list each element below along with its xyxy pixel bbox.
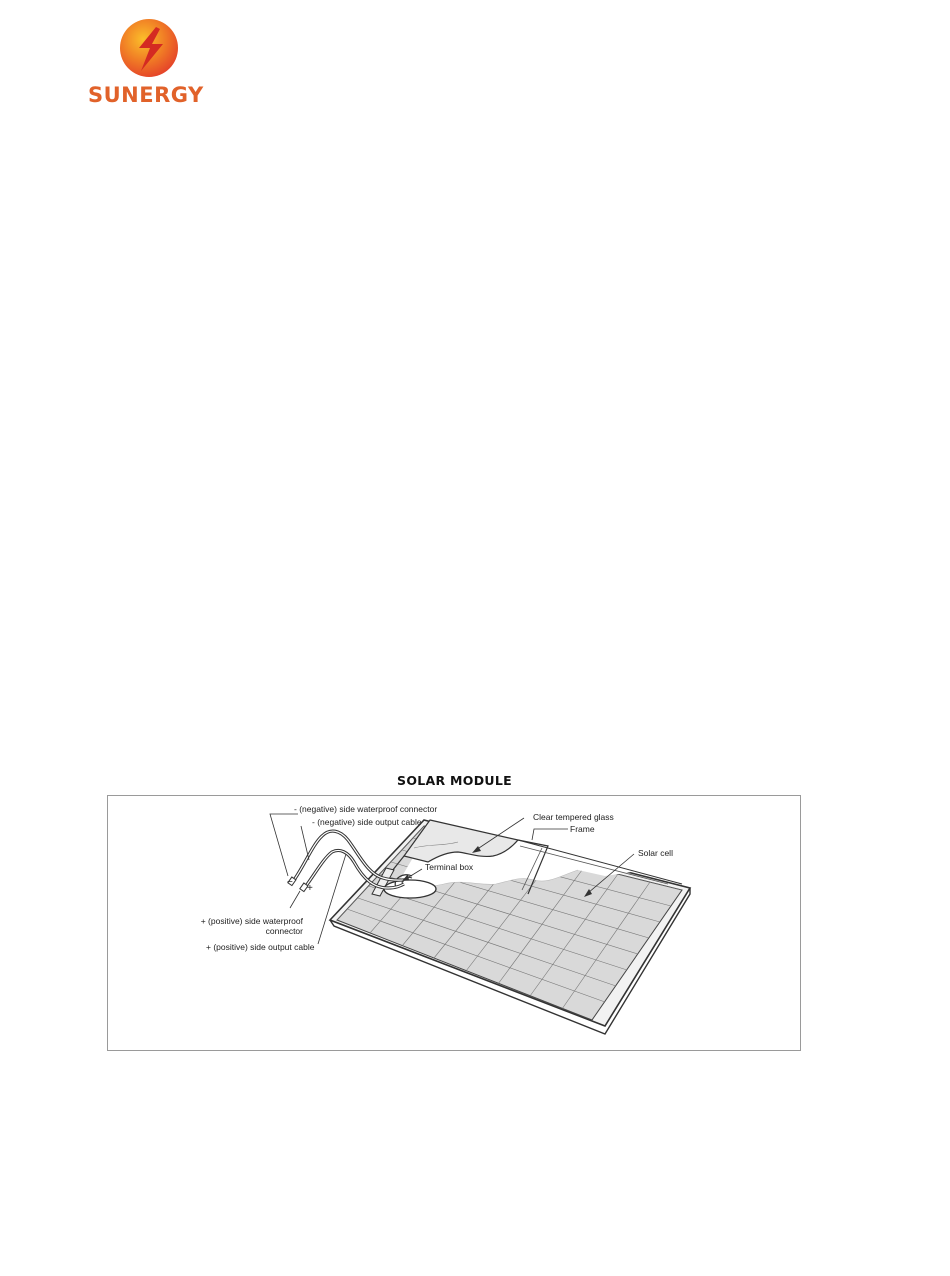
label-clear-tempered-glass: Clear tempered glass — [533, 812, 614, 822]
sunergy-logo-icon — [119, 18, 181, 80]
figure-title: SOLAR MODULE — [397, 773, 512, 788]
label-minus-sign: − — [287, 877, 293, 888]
label-solar-cell: Solar cell — [638, 848, 673, 858]
label-terminal-box: Terminal box — [425, 862, 474, 872]
label-positive-connector-line2: connector — [265, 926, 303, 936]
label-positive-connector-line1: + (positive) side waterproof — [200, 916, 303, 926]
label-negative-cable: - (negative) side output cable — [312, 817, 422, 827]
label-negative-connector: - (negative) side waterproof connector — [294, 804, 438, 814]
brand-name: SUNERGY — [88, 83, 204, 107]
label-positive-cable: + (positive) side output cable — [206, 942, 315, 952]
label-positive-connector — [194, 916, 303, 936]
solar-module-diagram — [107, 795, 801, 1051]
label-frame: Frame — [570, 824, 595, 834]
sunergy-logo — [88, 14, 218, 114]
label-plus-sign: + — [307, 883, 313, 894]
